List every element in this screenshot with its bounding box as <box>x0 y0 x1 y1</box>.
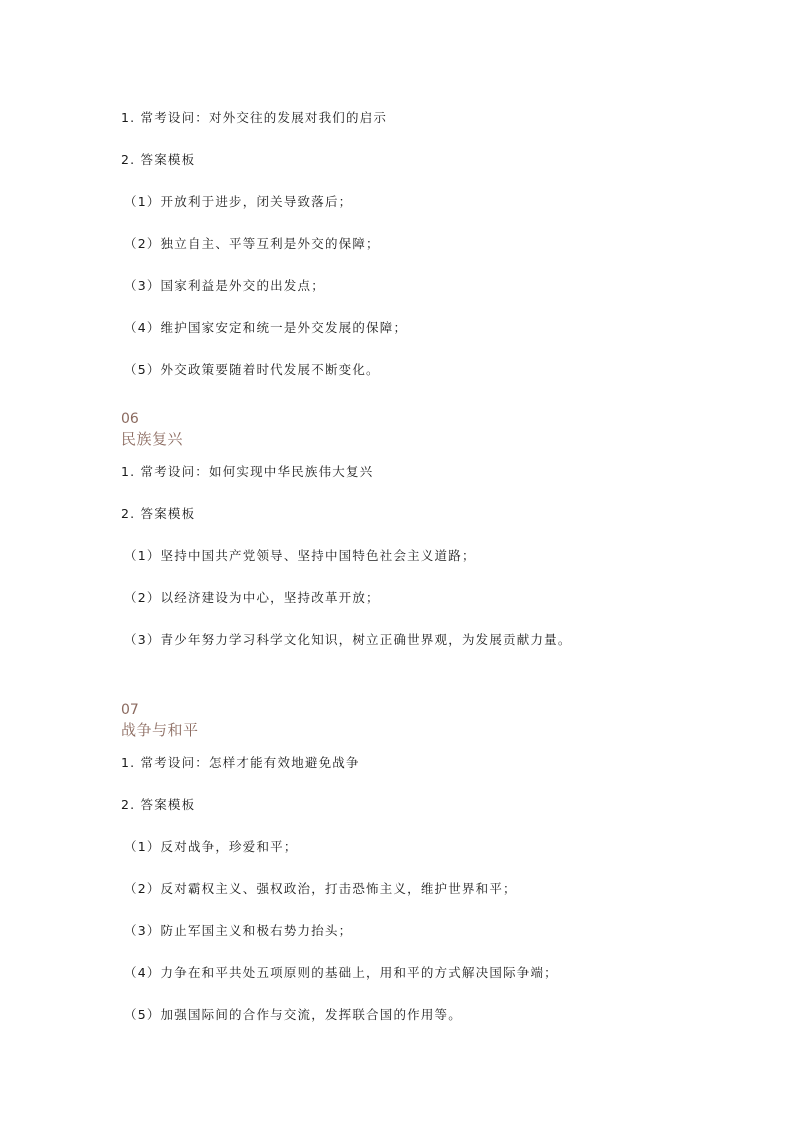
section-06-item-3: （3）青少年努力学习科学文化知识，树立正确世界观，为发展贡献力量。 <box>124 632 572 647</box>
section-05-item-3: （3）国家利益是外交的出发点； <box>124 278 325 293</box>
section-06-item-1: （1）坚持中国共产党领导、坚持中国特色社会主义道路； <box>124 548 476 563</box>
section-05-question: 1. 常考设问：对外交往的发展对我们的启示 <box>121 110 388 125</box>
section-07-item-4: （4）力争在和平共处五项原则的基础上，用和平的方式解决国际争端； <box>124 965 558 980</box>
section-05-item-1: （1）开放利于进步，闭关导致落后； <box>124 194 353 209</box>
section-07-title: 战争与和平 <box>121 721 199 739</box>
section-06-template-heading: 2. 答案模板 <box>121 506 196 521</box>
section-06-number: 06 <box>121 411 139 427</box>
section-05-item-4: （4）维护国家安定和统一是外交发展的保障； <box>124 320 408 335</box>
section-05-item-5: （5）外交政策要随着时代发展不断变化。 <box>124 362 380 377</box>
section-07-question: 1. 常考设问：怎样才能有效地避免战争 <box>121 755 360 770</box>
section-07-number: 07 <box>121 702 139 718</box>
section-07-item-1: （1）反对战争，珍爱和平； <box>124 839 298 854</box>
section-07-template-heading: 2. 答案模板 <box>121 797 196 812</box>
section-07-item-2: （2）反对霸权主义、强权政治，打击恐怖主义，维护世界和平； <box>124 881 517 896</box>
section-06-item-2: （2）以经济建设为中心，坚持改革开放； <box>124 590 380 605</box>
section-06-title: 民族复兴 <box>121 430 184 448</box>
section-07-item-3: （3）防止军国主义和极右势力抬头； <box>124 923 353 938</box>
section-06-question: 1. 常考设问：如何实现中华民族伟大复兴 <box>121 464 374 479</box>
section-05-item-2: （2）独立自主、平等互利是外交的保障； <box>124 236 380 251</box>
section-05-template-heading: 2. 答案模板 <box>121 152 196 167</box>
section-07-item-5: （5）加强国际间的合作与交流，发挥联合国的作用等。 <box>124 1007 462 1022</box>
